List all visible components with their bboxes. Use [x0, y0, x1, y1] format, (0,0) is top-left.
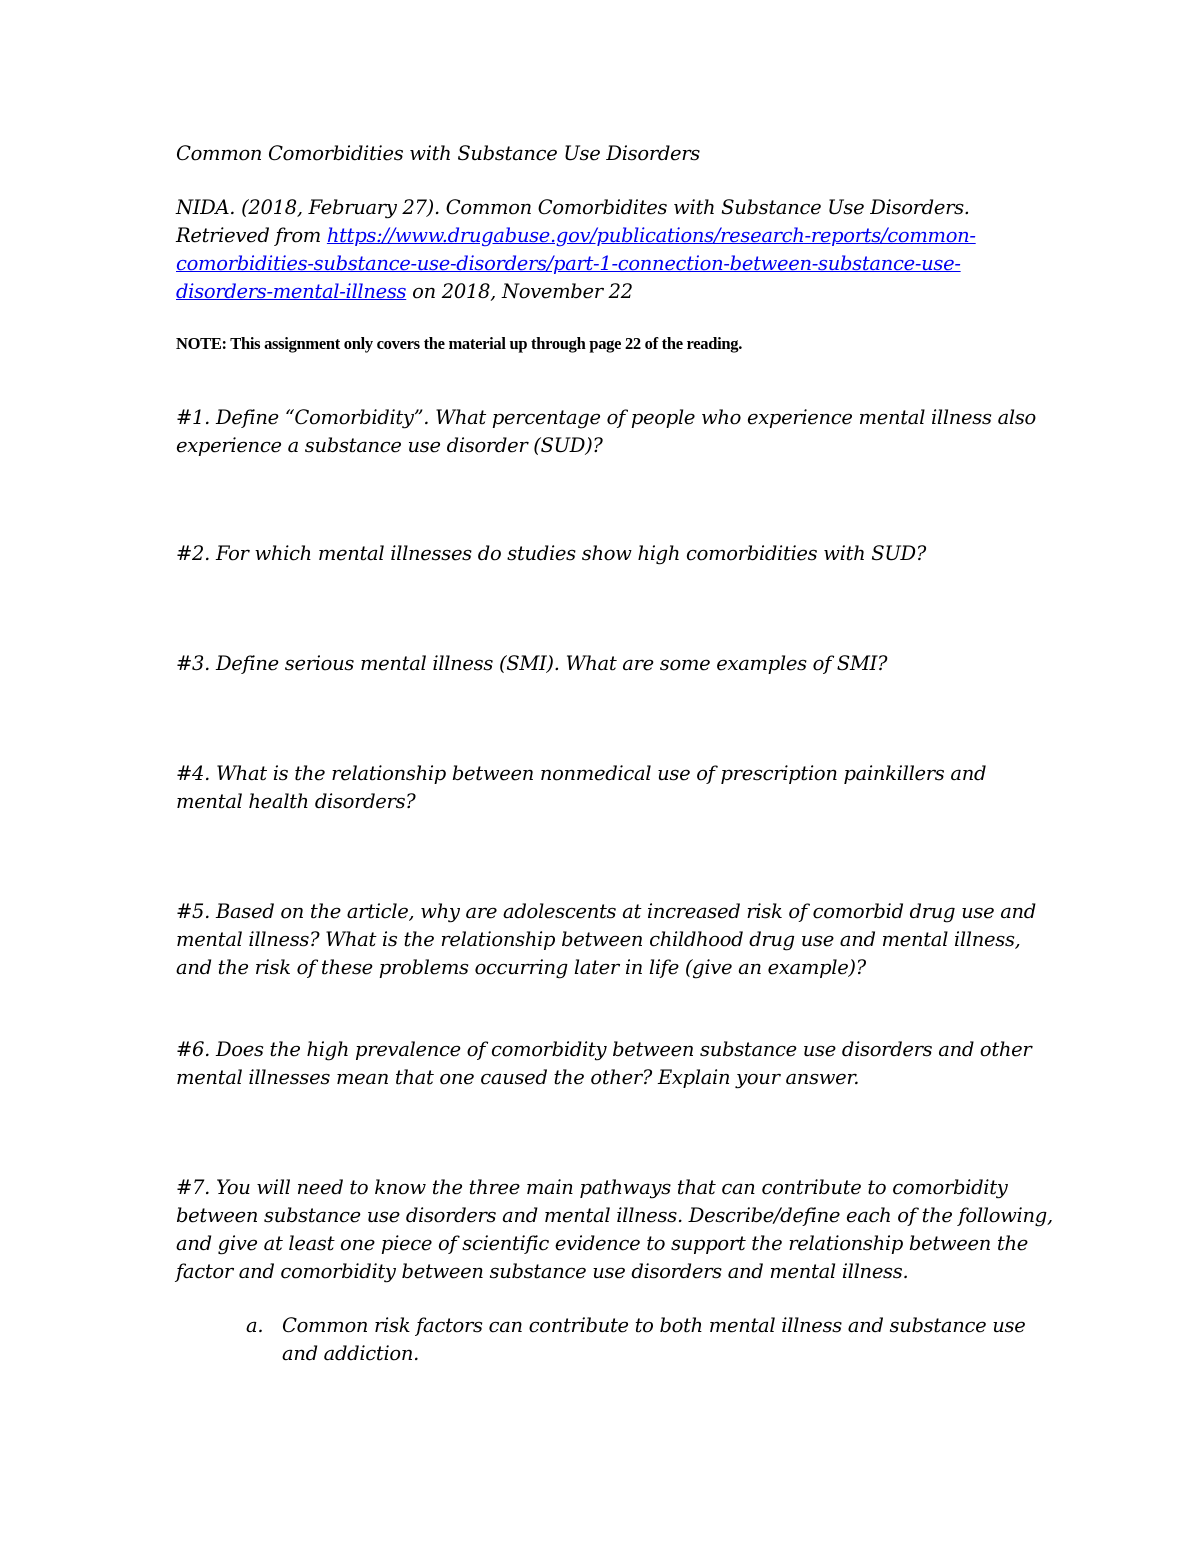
- question-6: #6. Does the high prevalence of comorbidity between substance use disorders and other mental illnesses mean that one caused the other? Explain your answer.: [176, 1038, 1032, 1089]
- sub-item-a: [246, 1312, 1056, 1368]
- document-page: [176, 140, 1056, 1368]
- question-4: #4. What is the relationship between nonmedical use of prescription painkillers and mental health disorders?: [176, 762, 987, 813]
- question-2: #2. For which mental illnesses do studies show high comorbidities with SUD?: [176, 542, 926, 565]
- question-5: #5. Based on the article, why are adolescents at increased risk of comorbid drug use and mental illness? What is the relationship between childhood drug use and mental illness, and the risk of these problems occurring later in life (give an example)?: [176, 900, 1036, 979]
- question-3: #3. Define serious mental illness (SMI). What are some examples of SMI?: [176, 652, 888, 675]
- sub-item-marker: a.: [246, 1314, 264, 1337]
- source-link[interactable]: https://www.drugabuse.gov/publications/research-reports/common-comorbidities-substance-use-disorders/part-1-connection-between-substance-use-disorders-mental-illness: [176, 224, 976, 303]
- question-7: #7. You will need to know the three main pathways that can contribute to comorbidity between substance use disorders and mental illness. Describe/define each of the following, and give at least one piece of scientific evidence to support the relationship between the factor and comorbidity between substance use disorders and mental illness.: [176, 1176, 1053, 1283]
- citation-retrieved-date: on 2018, November 22: [406, 280, 633, 303]
- citation-text: NIDA. (2018, February 27). Common Comorbidites with Substance Use Disorders. Retrieved from: [176, 196, 970, 247]
- citation: [176, 194, 1056, 306]
- sub-item-text: Common risk factors can contribute to both mental illness and substance use and addiction.: [282, 1314, 1026, 1365]
- question-1: #1. Define “Comorbidity”. What percentage of people who experience mental illness also experience a substance use disorder (SUD)?: [176, 406, 1036, 457]
- document-title: Common Comorbidities with Substance Use Disorders: [176, 142, 700, 165]
- assignment-note: NOTE: This assignment only covers the material up through page 22 of the reading.: [176, 334, 743, 353]
